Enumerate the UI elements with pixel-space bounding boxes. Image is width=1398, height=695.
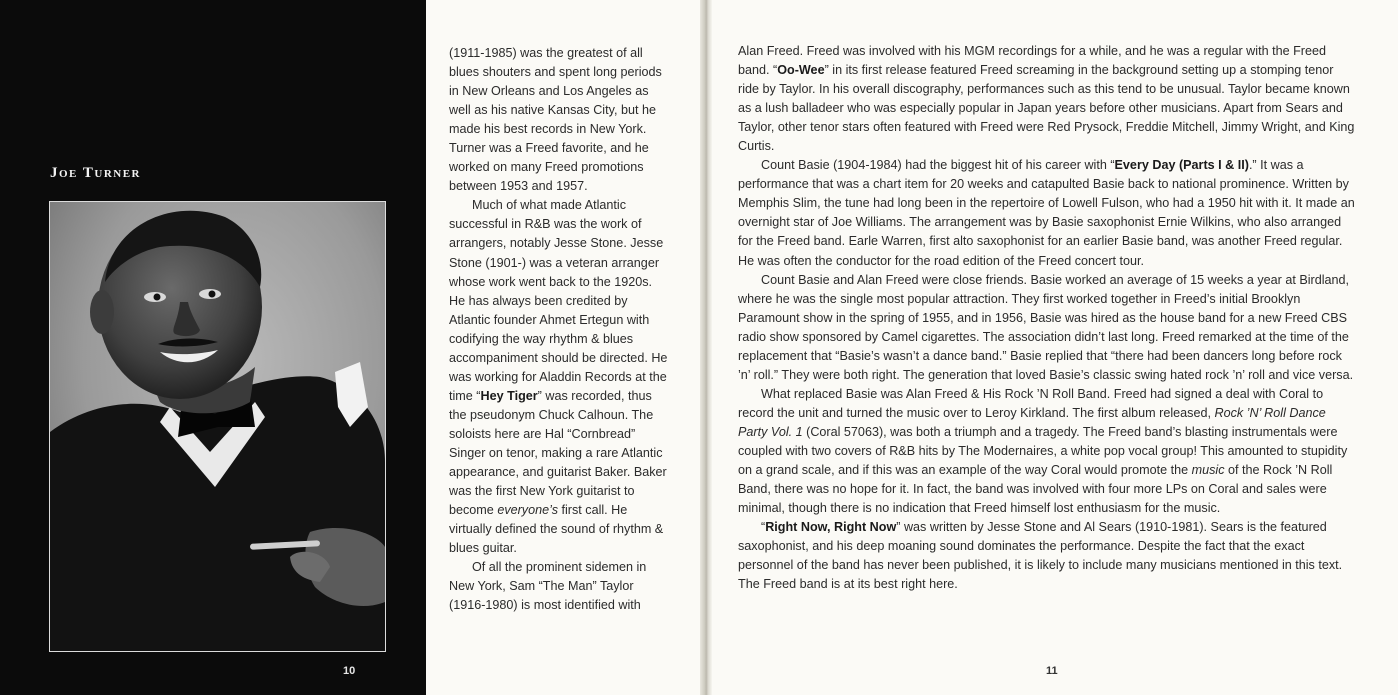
song-title: Oo-Wee	[777, 63, 825, 78]
paragraph	[738, 156, 1355, 270]
text-run: first call. He virtually defined the sound of rhythm & blues guitar.	[449, 503, 664, 556]
song-title: Every Day (Parts I & II)	[1114, 158, 1249, 173]
paragraph	[449, 44, 669, 196]
text-run: Alan Freed. Freed was involved with his MGM recordings for a while, and he was a regular with the Freed band. “	[738, 44, 1326, 78]
text-run: (Coral 57063), was both a triumph and a tragedy. The Freed band’s blasting instrumentals were coupled with two covers of R&B hits by The Modernaires, a white pop vocal group! This amounted to stupidity on a grand scale, and if this was an example of the way Coral would promote the	[738, 424, 1348, 478]
text-run: “	[761, 520, 766, 535]
left-page	[0, 0, 426, 695]
text-run: ” was written by Jesse Stone and Al Sears (1910-1981). Sears is the featured saxophonist, and his deep moaning sound dominates the performance. Despite the fact that the exact personnel of the band has never been published, it is likely to include many musicians mentioned in this text. The Freed band is at its best right here.	[738, 520, 1343, 592]
paragraph	[738, 518, 1355, 594]
text-run: Count Basie (1904-1984) had the biggest hit of his career with “	[761, 158, 1115, 173]
emphasis: music	[1191, 463, 1225, 478]
album-title: Rock ’N’ Roll Dance Party Vol. 1	[738, 405, 1326, 439]
text-run: ” in its first release featured Freed screaming in the background setting up a stomping tenor ride by Taylor. In his overall discography, performances such as this tend to be unusual. Taylor became known as a lush balladeer who was especially popular in Japan years before other musicians. Apart from Sears and Taylor, other tenor stars often featured with Freed were Red Prysock, Freddie Mitchell, Jimmy Wright, and King Curtis.	[738, 63, 1355, 154]
middle-text-column	[449, 44, 669, 615]
text-run: was recorded, thus the pseudonym Chuck Calhoun. The soloists here are Hal “Cornbread” Singer on tenor, making a rare Atlantic appearance, and guitarist Baker. Baker was the first New York guitarist to become	[449, 388, 667, 518]
text-run: .” It was a performance that was a chart item for 20 weeks and catapulted Basie back to national prominence. Written by Memphis Slim, the tune had long been in the repertoire of Lowell Fulson, who had a 1950 hit with it. It made an overnight star of Joe Williams. The arrangement was by Basie saxophonist Ernie Wilkins, who also arranged for the Freed band. Earle Warren, first alto saxophonist for an earlier Basie band, was another Freed regular. He was often the conductor for the road edition of the Freed concert tour.	[738, 158, 1355, 268]
paragraph: Much of what made Atlantic successful in R&B was the work of arrangers, notably Jesse Stone. Jesse Stone (1901-) was a veteran arranger whose work went back to the 1920s. He has always been credited by Atlantic founder Ahmet Ertegun with codifying the way rhythm & blues accompaniment should be directed. He was working for Aladdin Records at the time “Hey Tiger” was recorded, thus the pseudonym Chuck Calhoun. The soloists here are Hal “Cornbread” Singer on tenor, making a rare Atlantic appearance, and guitarist Baker. Baker was the first New York guitarist to become everyone’s first call. He virtually defined the sound of rhythm & blues guitar.	[449, 198, 668, 556]
text-run: (1911-1985) was the greatest of all blues shouters and spent long periods in New Orleans and Los Angeles as well as his native Kansas City, but he made his best records in New York. Turner was a Freed favorite, and he worked on many Freed promotions between 1953 and 1957.	[449, 46, 662, 194]
text-run: Of all the prominent sidemen in New York, Sam “The Man” Taylor (1916-1980) is most identified with	[449, 560, 647, 613]
joe-turner-photo	[49, 201, 386, 652]
right-text-column	[738, 42, 1355, 594]
paragraph	[449, 558, 669, 615]
text-run: What replaced Basie was Alan Freed & His Rock ’N Roll Band. Freed had signed a deal with Coral to record the unit and turned the music over to Leroy Kirkland. The first album released,	[738, 386, 1324, 420]
paragraph	[738, 271, 1355, 385]
portrait-image	[50, 202, 385, 651]
text-run: Much of what made Atlantic successful in R&B was the work of arrangers, notably Jesse Stone. Jesse Stone (1901-) was a veteran arranger whose work went back to the 1920s. He has always been credited by Atlantic founder Ahmet Ertegun with codifying the way rhythm & blues accompaniment should be directed. He was working for Aladdin Records at the time	[449, 198, 668, 403]
page-number-left: 10	[343, 665, 356, 677]
paragraph	[738, 42, 1355, 156]
page-number-right: 11	[1046, 665, 1058, 677]
song-title: Right Now, Right Now	[765, 520, 897, 535]
song-title: Hey Tiger	[480, 388, 538, 403]
text-run: of the Rock ’N Roll Band, there was no hope for it. In fact, the band was involved with four more LPs on Coral and sales were minimal, though there is no indication that Freed himself lost enthusiasm for the music.	[738, 463, 1333, 516]
emphasis: everyone’s	[497, 503, 558, 518]
paragraph	[738, 385, 1355, 518]
text-run: Count Basie and Alan Freed were close friends. Basie worked an average of 15 weeks a year at Birdland, where he was the single most popular attraction. They first worked together in Freed’s initial Brooklyn Paramount show in the spring of 1955, and in 1956, Basie was hired as the house band for a new Freed CBS radio show sponsored by Camel cigarettes. The association didn’t last long. Freed remarked at the time of the replacement that “Basie’s wasn’t a dance band.” Basie replied that “there had been dancers long before rock ’n’ roll.” They were both right. The generation that loved Basie’s classic swing hated rock ’n’ roll and vice versa.	[738, 272, 1354, 382]
book-gutter	[700, 0, 712, 695]
photo-caption: Joe Turner	[50, 165, 141, 181]
